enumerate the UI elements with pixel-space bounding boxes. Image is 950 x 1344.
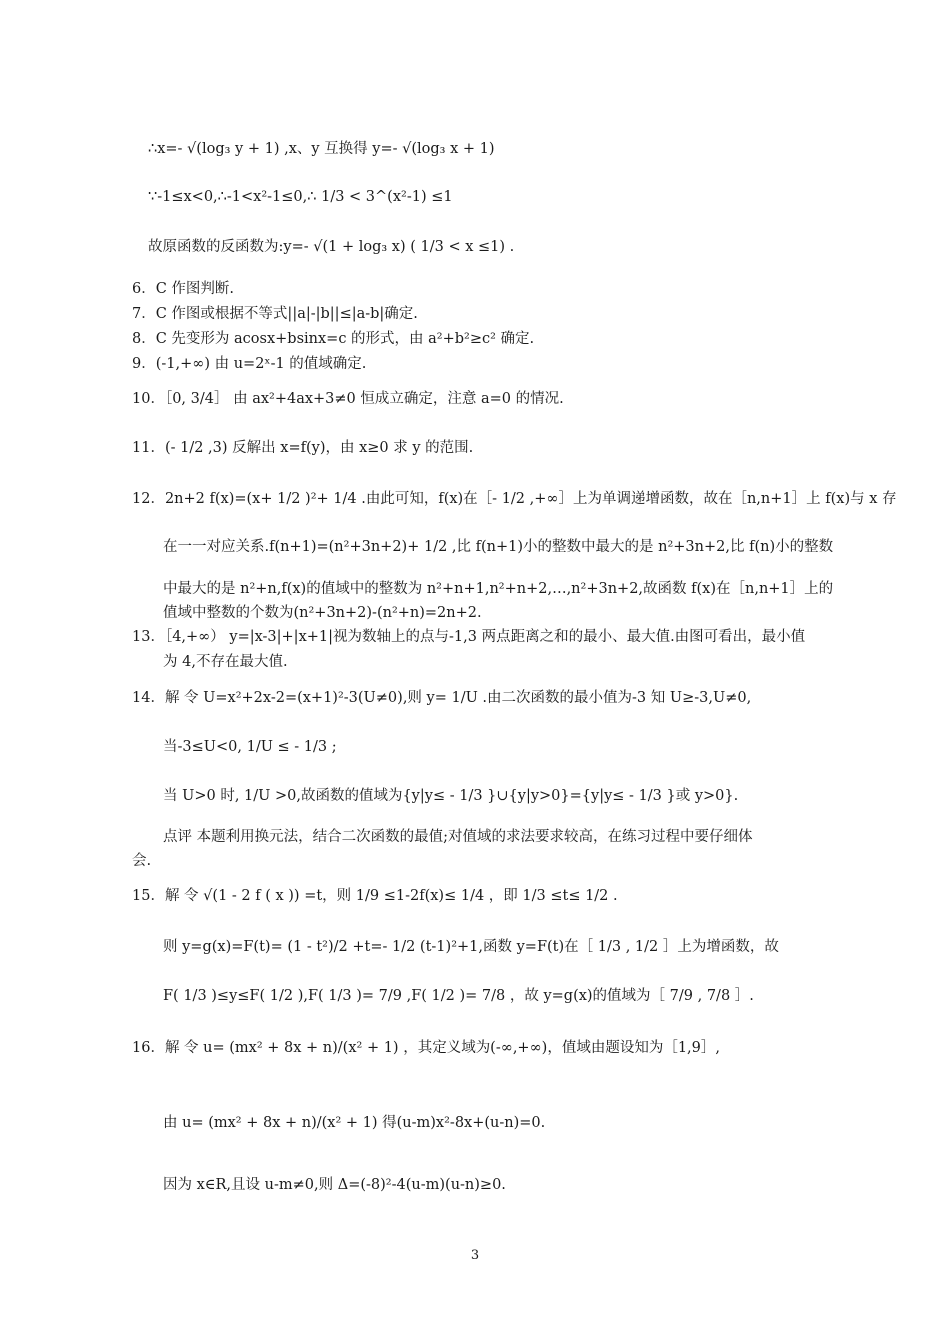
text-line: 6．C 作图判断. [132, 281, 235, 297]
text-line: 点评 本题利用换元法，结合二次函数的最值;对值域的求法要求较高，在练习过程中要仔细体 [163, 829, 753, 845]
text-line: 11．(- 1/2 ,3) 反解出 x=f(y)，由 x≥0 求 y 的范围. [132, 440, 474, 456]
text-line: 则 y=g(x)=F(t)= (1 - t²)/2 +t=- 1/2 (t-1)²+1,函数 y=F(t)在［ 1/3 , 1/2 ］上为增函数，故 [163, 939, 779, 955]
text-line: 当-3≤U<0, 1/U ≤ - 1/3 ; [163, 739, 337, 755]
text-line: 故原函数的反函数为:y=- √(1 + log₃ x) ( 1/3 < x ≤1) . [148, 239, 515, 255]
text-line: 8．C 先变形为 acosx+bsinx=c 的形式，由 a²+b²≥c² 确定. [132, 331, 535, 347]
text-line: 为 4,不存在最大值. [163, 654, 288, 670]
text-line: ∵-1≤x<0,∴-1<x²-1≤0,∴ 1/3 < 3^(x²-1) ≤1 [148, 189, 453, 205]
text-line: 会. [132, 853, 152, 869]
text-line: 14．解 令 U=x²+2x-2=(x+1)²-3(U≠0),则 y= 1/U .由二次函数的最小值为-3 知 U≥-3,U≠0, [132, 690, 752, 706]
text-line: 16．解 令 u= (mx² + 8x + n)/(x² + 1) ，其定义域为(-∞,+∞)，值域由题设知为［1,9］, [132, 1040, 720, 1056]
text-line: 在一一对应关系.f(n+1)=(n²+3n+2)+ 1/2 ,比 f(n+1)小的整数中最大的是 n²+3n+2,比 f(n)小的整数 [163, 539, 834, 555]
text-line: 由 u= (mx² + 8x + n)/(x² + 1) 得(u-m)x²-8x+(u-n)=0. [163, 1115, 546, 1131]
text-line: 7．C 作图或根据不等式||a|-|b||≤|a-b|确定. [132, 306, 418, 322]
text-line: 13．［4,+∞） y=|x-3|+|x+1|视为数轴上的点与-1,3 两点距离之和的最小、最大值.由图可看出，最小值 [132, 629, 806, 645]
text-line: ∴x=- √(log₃ y + 1) ,x、y 互换得 y=- √(log₃ x + 1) [148, 141, 495, 157]
text-line: F( 1/3 )≤y≤F( 1/2 ),F( 1/3 )= 7/9 ,F( 1/2 )= 7/8 ，故 y=g(x)的值域为［ 7/9 , 7/8 ］. [163, 988, 754, 1004]
text-line: 值域中整数的个数为(n²+3n+2)-(n²+n)=2n+2. [163, 605, 482, 621]
text-line: 9．(-1,+∞) 由 u=2ˣ-1 的值域确定. [132, 356, 367, 372]
text-line: 12．2n+2 f(x)=(x+ 1/2 )²+ 1/4 .由此可知，f(x)在［- 1/2 ,+∞］上为单调递增函数，故在［n,n+1］上 f(x)与 x 存 [132, 491, 897, 507]
page-number: 3 [470, 1248, 480, 1263]
text-line: 15．解 令 √(1 - 2 f ( x )) =t，则 1/9 ≤1-2f(x)≤ 1/4 ，即 1/3 ≤t≤ 1/2 . [132, 888, 618, 904]
text-line: 当 U>0 时, 1/U >0,故函数的值域为{y|y≤ - 1/3 }∪{y|y>0}={y|y≤ - 1/3 }或 y>0}. [163, 788, 739, 804]
text-line: 10．［0, 3/4］ 由 ax²+4ax+3≠0 恒成立确定，注意 a=0 的情况. [132, 391, 564, 407]
text-line: 因为 x∈R,且设 u-m≠0,则 Δ=(-8)²-4(u-m)(u-n)≥0. [163, 1177, 506, 1193]
text-line: 中最大的是 n²+n,f(x)的值域中的整数为 n²+n+1,n²+n+2,…,n²+3n+2,故函数 f(x)在［n,n+1］上的 [163, 581, 834, 597]
